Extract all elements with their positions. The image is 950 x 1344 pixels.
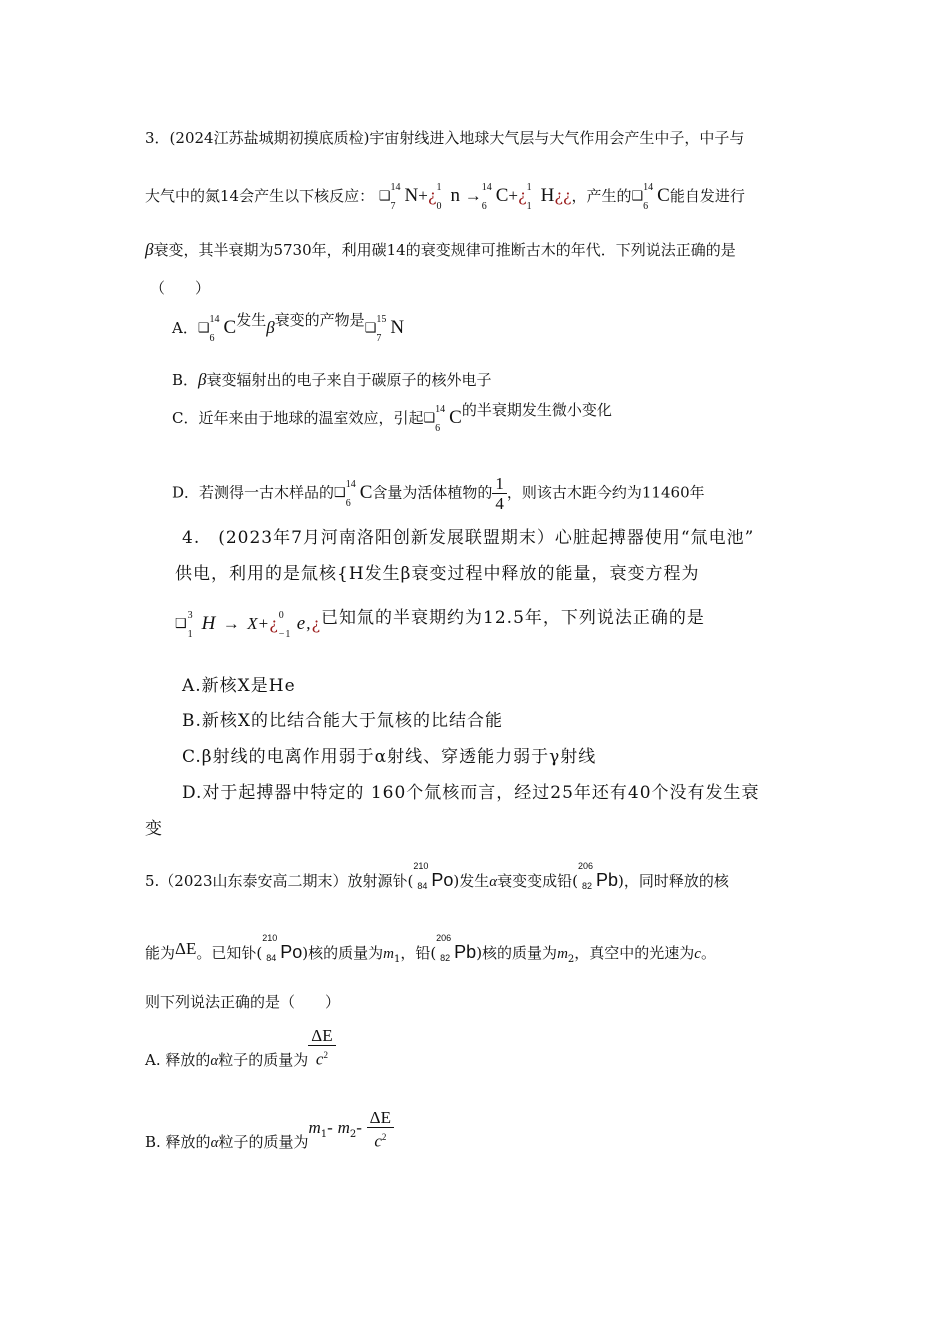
q5-text: ，真空中的光速为: [574, 944, 695, 962]
equation-placeholder-icon: ❑: [631, 189, 644, 204]
q5-text: B. 释放的: [145, 1133, 211, 1151]
arrow-icon: →: [464, 186, 482, 205]
q3-text: 衰变的产物是: [274, 311, 365, 329]
equation-placeholder-icon: ❑: [175, 616, 188, 632]
isotope-pb206: 206 82 Pb: [577, 861, 618, 891]
nuclide-c14: 14 6 C: [209, 314, 237, 344]
option-label: A．: [172, 319, 198, 337]
garbled-char: ¿: [518, 186, 527, 205]
nuclide-electron: 0 −1 e: [278, 610, 307, 640]
q3-text: 能自发进行: [669, 187, 745, 205]
q5-text: )核的质量为: [476, 944, 558, 962]
q4-option-c: C.β射线的电离作用弱于α射线、穿透能力弱于γ射线: [182, 747, 597, 767]
alpha-symbol: α: [210, 1053, 219, 1069]
beta-symbol: β: [266, 318, 275, 337]
q3-text: 的半衰期发生微小变化: [461, 401, 612, 419]
subscript: 1: [393, 954, 401, 965]
q3-text: 发生: [236, 311, 267, 329]
beta-symbol: β: [198, 370, 207, 389]
nuclide-c14: 14 6 C: [345, 478, 373, 509]
q4-stem-line2: 供电，利用的是氚核{H发生β衰变过程中释放的能量，衰变方程为: [175, 564, 700, 584]
q5-text: 能为: [145, 944, 176, 962]
q4-equation-line: [175, 608, 705, 640]
garbled-char: ¿: [311, 614, 322, 633]
q5-stem-line2: [145, 933, 716, 970]
alpha-symbol: α: [210, 1135, 219, 1151]
q5-text: 。: [700, 944, 716, 962]
q4-option-d-line2: 变: [145, 819, 163, 839]
q5-option-b: [145, 1107, 394, 1179]
nuclide-c14: 14 6 C: [481, 182, 509, 212]
option-label: C．近年来由于地球的温室效应，引起: [172, 409, 424, 427]
q3-option-d: [172, 474, 705, 513]
fraction-delta-e-over-c2: $\frac{\Delta E}{c^2}$: [367, 1108, 394, 1151]
q3-option-a: [172, 311, 405, 344]
mass-symbol: m: [383, 946, 394, 962]
delta-e-symbol: ΔE: [175, 939, 197, 958]
nuclide-c14: 14 6 C: [643, 182, 670, 212]
q5-text: )，同时释放的核: [618, 872, 729, 890]
nuclide-tritium: 3 1 H: [187, 610, 217, 640]
equation-placeholder-icon: ❑: [423, 411, 436, 426]
fraction-delta-e-over-c2: $\frac{\Delta E}{c^2}$: [308, 1026, 335, 1069]
q3-text: 衰变辐射出的电子来自于碳原子的核外电子: [206, 371, 492, 389]
q4-stem-line1: 4. (2023年7月河南洛阳创新发展联盟期末）心脏起搏器使用“氚电池”: [182, 528, 755, 548]
isotope-pb206: 206 82 Pb: [436, 933, 477, 963]
mass-difference-expression: $m_1-$ $m_2-$: [308, 1118, 362, 1140]
q3-option-b: [172, 370, 492, 390]
q3-text: 含量为活体植物的: [372, 483, 493, 502]
plus-sign: +: [508, 186, 518, 205]
isotope-po210: 210 84 Po: [262, 933, 303, 963]
comma: ,: [306, 614, 312, 633]
option-label: D．若测得一古木样品的: [172, 483, 335, 502]
garbled-char: ¿: [427, 186, 437, 205]
nuclide-n15: 15 7 N: [376, 314, 405, 344]
nuclide-c14: 14 6 C: [435, 404, 462, 434]
fraction-one-quarter: $\frac{1}{4}$: [492, 474, 507, 513]
q3-stem-line3: [145, 240, 736, 260]
q5-text: 粒子的质量为: [218, 1051, 309, 1069]
subscript: 2: [567, 954, 575, 965]
q3-text: ，产生的: [571, 187, 632, 205]
q5-text: A. 释放的: [145, 1051, 211, 1069]
garbled-char: ¿: [269, 614, 279, 633]
equation-placeholder-icon: ❑: [364, 321, 377, 336]
q3-text: ，则该古木距今约为11460年: [506, 483, 705, 502]
arrow-icon: →: [222, 614, 241, 633]
q4-text: 已知氚的半衰期约为12.5年，下列说法正确的是: [321, 608, 705, 628]
equation-placeholder-icon: ❑: [197, 321, 210, 336]
plus-sign: +: [418, 186, 428, 205]
q3-text: 大气中的氮14会产生以下核反应：: [145, 187, 375, 205]
equation-placeholder-icon: ❑: [378, 189, 391, 204]
nuclide-n14: 14 7 N: [390, 182, 419, 212]
alpha-symbol: α: [489, 874, 498, 890]
q3-stem-line1: 3．(2024江苏盐城期初摸底质检)宇宙射线进入地球大气层与大气作用会产生中子，中子与: [145, 129, 745, 147]
equation-placeholder-icon: ❑: [334, 485, 346, 501]
plus-sign: +: [258, 614, 270, 633]
q5-text: ，铅(: [400, 944, 437, 962]
q5-text: 粒子的质量为: [218, 1133, 309, 1151]
q4-option-b: B.新核X的比结合能大于氚核的比结合能: [182, 711, 503, 731]
q4-option-a: A.新核X是He: [182, 676, 296, 696]
beta-symbol: β: [145, 240, 154, 259]
option-label: B．: [172, 371, 199, 389]
q3-stem-line2: [145, 182, 745, 212]
q3-paren: （ ）: [150, 279, 211, 297]
q4-option-d-line1: D.对于起搏器中特定的 160个氚核而言，经过25年还有40个没有发生衰: [182, 783, 760, 803]
q5-text: 5.（2023山东泰安高二期末）放射源钋(: [145, 872, 414, 890]
q5-stem-line3: 则下列说法正确的是（ ）: [145, 993, 341, 1011]
garbled-char: ¿¿: [554, 186, 572, 205]
isotope-po210: 210 84 Po: [413, 861, 454, 891]
q5-option-a: [145, 1025, 336, 1091]
q3-option-c: [172, 401, 612, 434]
q5-text: 衰变变成铅(: [497, 872, 578, 890]
new-nucleus-x: X: [247, 614, 259, 633]
light-speed-symbol: c: [694, 946, 701, 962]
q5-text: )发生: [453, 872, 490, 890]
mass-symbol: m: [557, 946, 568, 962]
q5-stem-line1: [145, 861, 729, 892]
nuclide-proton: 1 1 H: [526, 182, 555, 212]
nuclide-neutron: 1 0 n: [436, 182, 460, 212]
q3-text: 衰变，其半衰期为5730年，利用碳14的衰变规律可推断古木的年代．下列说法正确的是: [153, 241, 736, 259]
q5-text: 。已知钋(: [196, 944, 263, 962]
q5-text: )核的质量为: [302, 944, 384, 962]
